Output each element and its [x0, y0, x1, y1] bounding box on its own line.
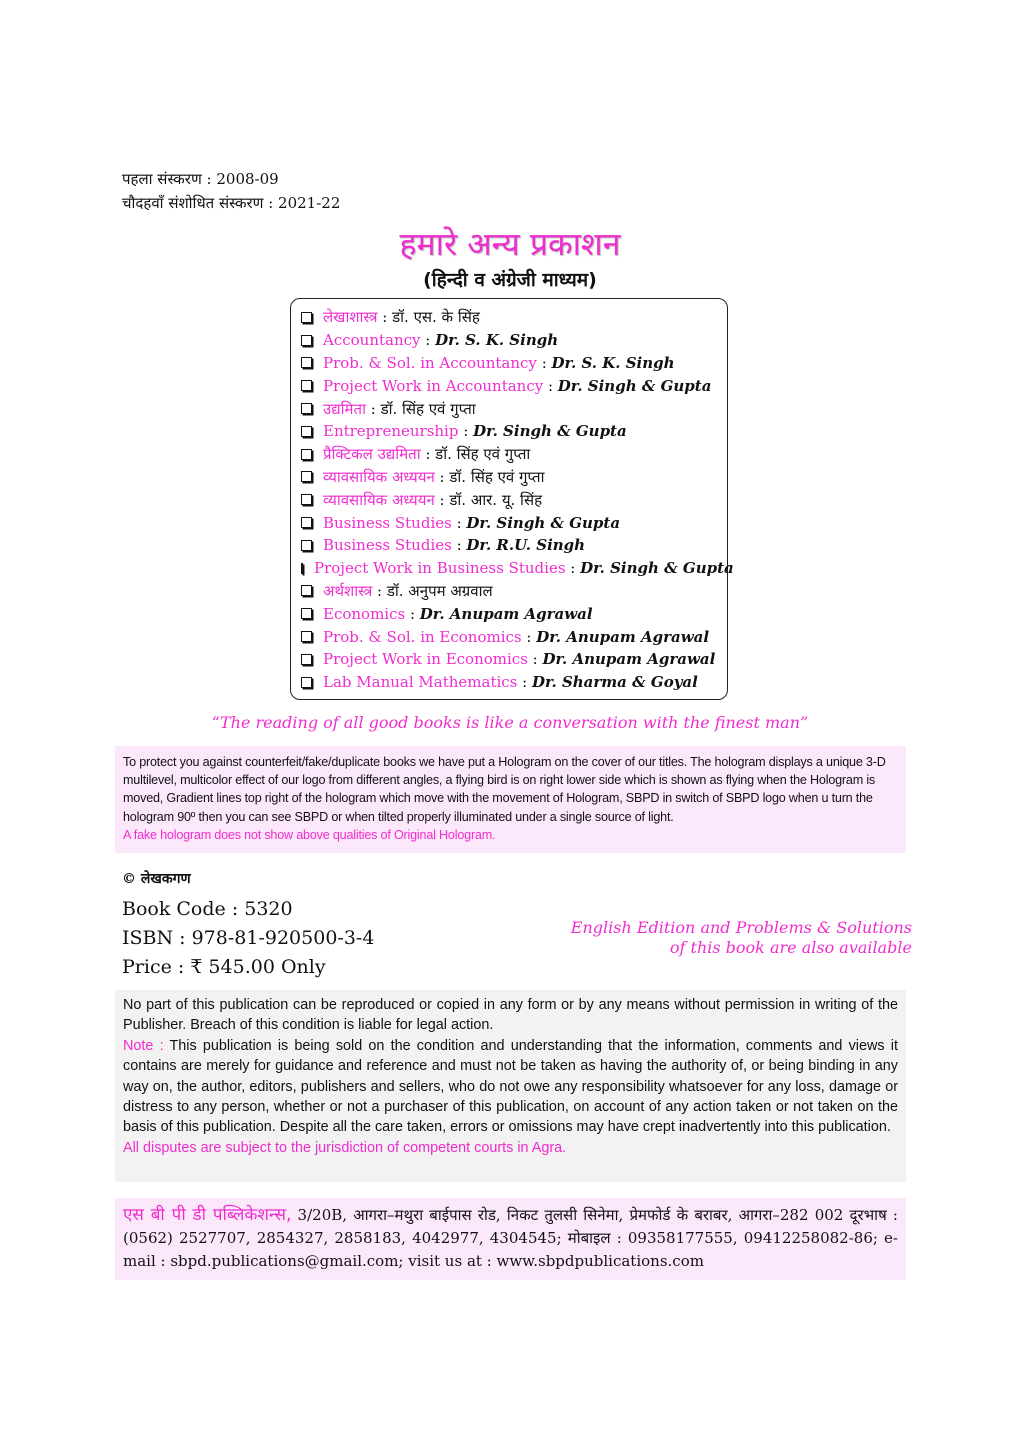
book-title: अर्थशास्त्र — [323, 581, 373, 600]
separator: : — [405, 604, 420, 623]
separator: : — [451, 536, 467, 555]
book-title: Accountancy — [323, 331, 421, 350]
separator: : — [377, 308, 393, 327]
checkbox-bullet-icon — [301, 677, 312, 688]
book-author: डॉ. एस. के सिंह — [392, 308, 480, 327]
book-list-item — [301, 511, 727, 534]
book-title: उद्यमिता — [323, 399, 366, 418]
book-list-item — [301, 397, 727, 420]
checkbox-bullet-icon — [301, 494, 312, 505]
separator: : — [420, 331, 436, 350]
book-title: Business Studies — [323, 513, 452, 532]
checkbox-bullet-icon — [301, 585, 312, 596]
separator: : — [434, 467, 450, 486]
checkbox-bullet-icon — [301, 449, 312, 460]
checkbox-bullet-icon — [301, 608, 312, 619]
jurisdiction: All disputes are subject to the jurisdiction of competent courts in Agra. — [123, 1139, 567, 1156]
separator: : — [543, 376, 558, 395]
book-list-item — [301, 625, 727, 648]
book-list-item — [301, 420, 727, 443]
book-list-item — [301, 534, 727, 557]
book-title: Project Work in Economics — [323, 650, 528, 669]
note-label: Note : — [123, 1037, 164, 1054]
availability-line1: English Edition and Problems & Solutions — [570, 918, 912, 937]
first-edition: पहला संस्करण : 2008-09 — [122, 170, 279, 188]
book-author: Dr. Singh & Gupta — [557, 376, 712, 395]
book-title: प्रैक्टिकल उद्यमिता — [323, 445, 421, 464]
separator: : — [420, 445, 436, 464]
hologram-text: To protect you against counterfeit/fake/duplicate books we have put a Hologram on the cover of our titles. The hologram displays a unique 3-D multilevel, multicolor effect of our logo from different angles, a flying bird is on right lower side which is shown as flying when the Hologram is moved, Gradient lines top right of the hologram which move with the movement of Hologram, SBPD in switch of SBPD logo when u turn the hologram 90º then you can see SBPD or when tilted properly illuminated under a single source of light. — [123, 755, 886, 824]
separator: : — [451, 513, 467, 532]
book-list-item — [301, 466, 727, 489]
checkbox-bullet-icon — [301, 654, 312, 665]
book-title: Project Work in Business Studies — [314, 559, 566, 578]
book-list-item — [301, 374, 727, 397]
hologram-notice — [115, 746, 906, 853]
book-author: डॉ. सिंह एवं गुप्ता — [435, 445, 531, 464]
separator: : — [372, 581, 387, 600]
checkbox-bullet-icon — [301, 517, 312, 528]
price: Price : ₹ 545.00 Only — [122, 956, 326, 978]
book-author: Dr. Singh & Gupta — [466, 513, 621, 532]
checkbox-bullet-icon — [301, 403, 312, 414]
separator: : — [365, 399, 381, 418]
book-author: Dr. Anupam Agrawal — [542, 650, 716, 669]
book-list-item — [301, 602, 727, 625]
checkbox-bullet-icon — [301, 563, 303, 574]
other-publications-title: हमारे अन्य प्रकाशन — [399, 225, 621, 263]
book-code: Book Code : 5320 — [122, 898, 293, 920]
isbn: ISBN : 978-81-920500-3-4 — [122, 927, 375, 949]
checkbox-bullet-icon — [301, 631, 312, 642]
availability-line2: of this book are also available — [669, 938, 912, 957]
checkbox-bullet-icon — [301, 357, 312, 368]
checkbox-bullet-icon — [301, 335, 312, 346]
book-list-item — [301, 580, 727, 603]
book-title: व्यावसायिक अध्ययन — [323, 490, 435, 509]
separator: : — [517, 673, 532, 692]
legal-text: No part of this publication can be reproduced or copied in any form or by any means without permission in writing of the Publisher. Breach of this condition is liable for legal action. — [123, 997, 898, 1034]
book-list-item — [301, 306, 727, 329]
book-list-item — [301, 443, 727, 466]
book-list-item — [301, 329, 727, 352]
book-author: Dr. R.U. Singh — [466, 536, 586, 555]
book-title: लेखाशास्त्र — [323, 308, 378, 327]
book-title: Entrepreneurship — [323, 422, 459, 441]
publisher-address: 3/20B, आगरा–मथुरा बाईपास रोड, निकट तुलसी सिनेमा, प्रेमफोर्ड के बराबर, आगरा–282 002 दूरभाष : (0562) 2527707, 2854327, 2858183, 4042977, 4304545; मोबाइल : 09358177555, 09412258082-86; e-mail : sbpd.publications@gmail.com; visit us at : www.sbpdpublications.com — [123, 1206, 898, 1270]
book-list-item — [301, 671, 727, 694]
book-title: Prob. & Sol. in Economics — [323, 627, 522, 646]
book-author: डॉ. अनुपम अग्रवाल — [386, 581, 493, 600]
book-author: Dr. Sharma & Goyal — [531, 673, 698, 692]
book-title: Project Work in Accountancy — [323, 376, 544, 395]
note-text: This publication is being sold on the condition and understanding that the information, comments and views it contains are merely for guidance and reference and must not be taken as having the authority of, or being binding in any way on, the author, editors, publishers and sellers, who do not owe any responsibility whatsoever for any loss, damage or distress to any person, whether or not a purchaser of this publication, on account of any action taken or not taken on the basis of this publication. Despite all the care taken, errors or omissions may have crept inadvertently into this publication. — [123, 1037, 898, 1136]
separator: : — [527, 650, 543, 669]
book-author: डॉ. सिंह एवं गुप्ता — [380, 399, 476, 418]
book-list-item — [301, 352, 727, 375]
book-author: Dr. Singh & Gupta — [580, 559, 734, 578]
book-author: Dr. S. K. Singh — [551, 353, 675, 372]
medium-subtitle: (हिन्दी व अंग्रेजी माध्यम) — [423, 269, 597, 291]
book-author: डॉ. आर. यू. सिंह — [449, 490, 543, 509]
revised-edition: चौदहवाँ संशोधित संस्करण : 2021-22 — [122, 194, 341, 212]
book-list-item — [301, 557, 734, 580]
book-title: Business Studies — [323, 536, 452, 555]
book-list-item — [301, 488, 727, 511]
separator: : — [536, 353, 552, 372]
checkbox-bullet-icon — [301, 471, 312, 482]
quote: “The reading of all good books is like a conversation with the finest man” — [211, 713, 809, 732]
book-title: Economics — [323, 604, 406, 623]
publisher-name: एस बी पी डी पब्लिकेशन्स, — [123, 1205, 292, 1225]
book-list-item — [301, 648, 727, 671]
book-author: Dr. Anupam Agrawal — [419, 604, 593, 623]
copyright: © लेखकगण — [122, 871, 191, 887]
book-title: Lab Manual Mathematics — [323, 673, 518, 692]
separator: : — [458, 422, 474, 441]
book-author: Dr. S. K. Singh — [435, 331, 559, 350]
book-author: डॉ. सिंह एवं गुप्ता — [449, 467, 545, 486]
book-title: व्यावसायिक अध्ययन — [323, 467, 435, 486]
book-title: Prob. & Sol. in Accountancy — [323, 353, 537, 372]
checkbox-bullet-icon — [301, 380, 312, 391]
hologram-warning: A fake hologram does not show above qualities of Original Hologram. — [123, 827, 496, 842]
publisher-info — [115, 1198, 906, 1280]
publications-list — [290, 298, 734, 700]
checkbox-bullet-icon — [301, 540, 312, 551]
separator: : — [434, 490, 450, 509]
book-author: Dr. Singh & Gupta — [473, 422, 627, 441]
availability-note — [571, 918, 912, 958]
separator: : — [521, 627, 537, 646]
checkbox-bullet-icon — [301, 312, 312, 323]
book-author: Dr. Anupam Agrawal — [536, 627, 710, 646]
separator: : — [565, 559, 581, 578]
checkbox-bullet-icon — [301, 426, 312, 437]
legal-notice — [115, 990, 906, 1182]
